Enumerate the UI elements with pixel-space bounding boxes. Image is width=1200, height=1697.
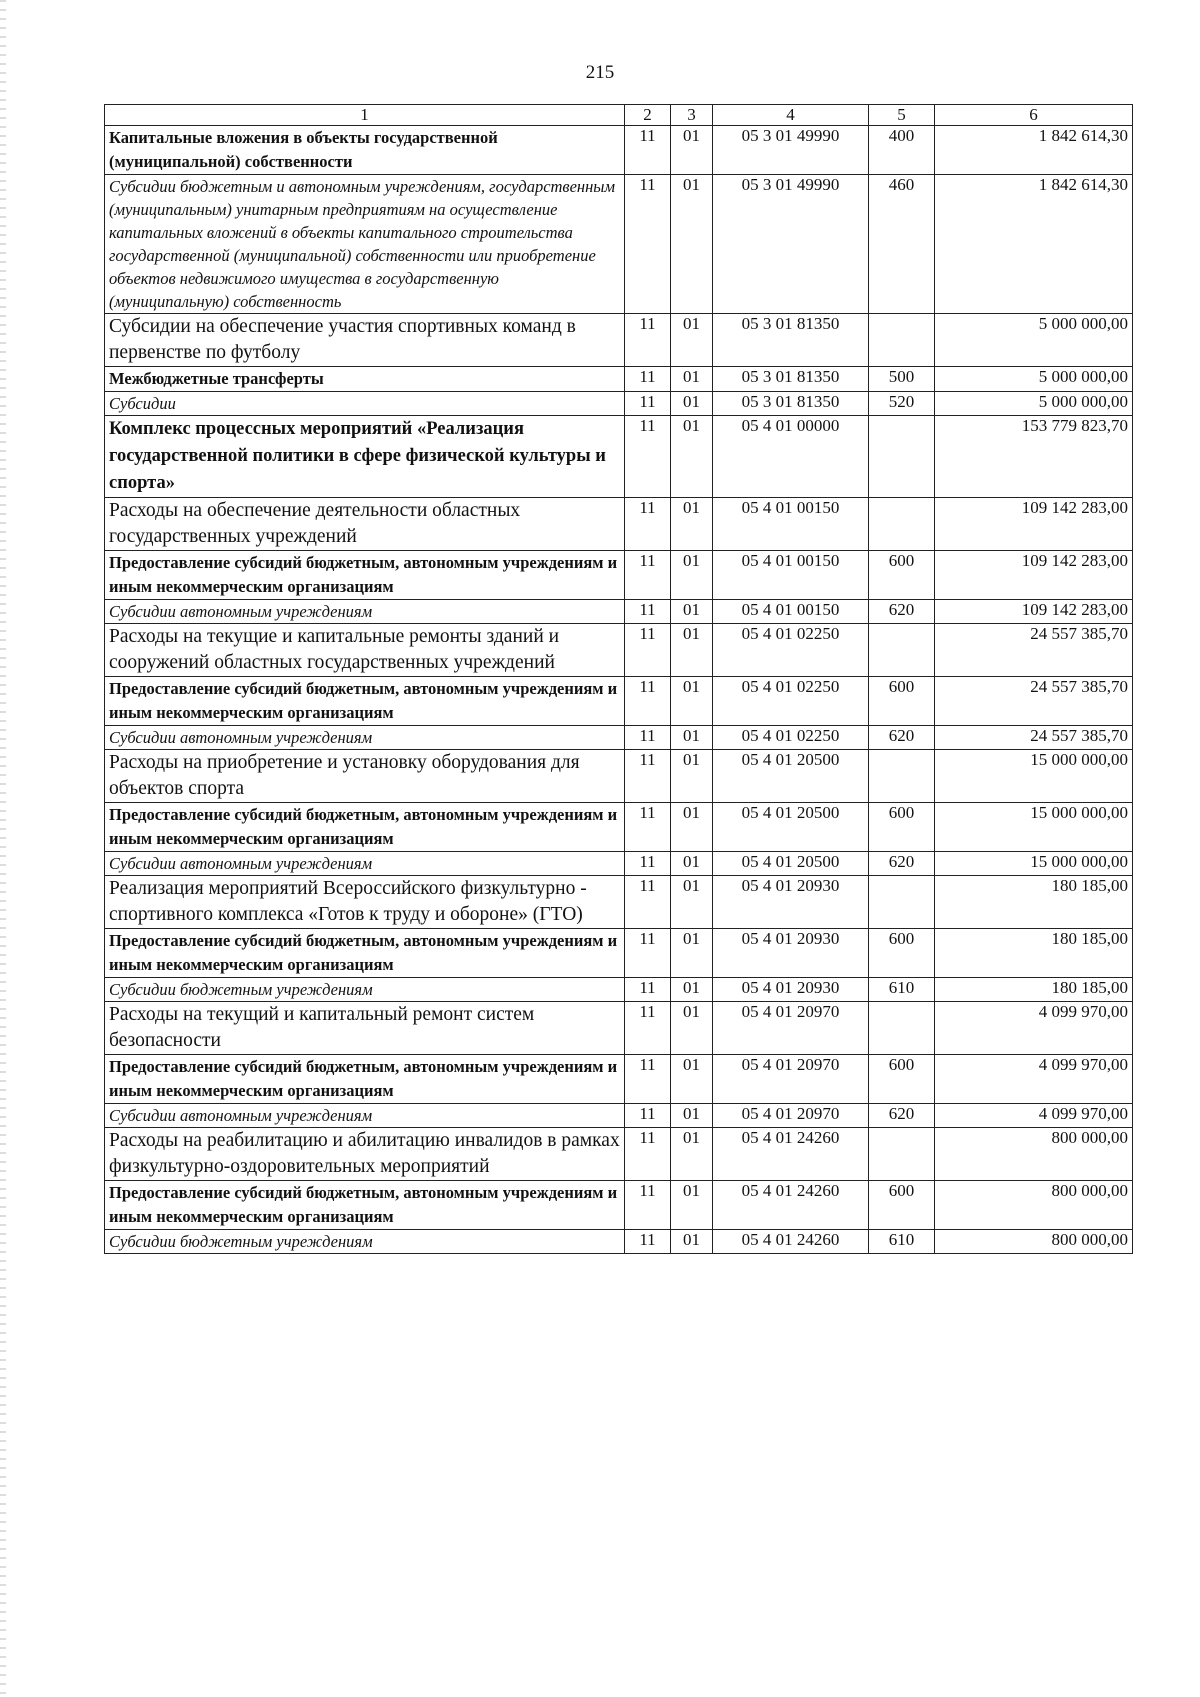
row-name-cell: Расходы на реабилитацию и абилитацию инвалидов в рамках физкультурно-оздоровительных мероприятий xyxy=(105,1128,625,1181)
target-article-cell: 05 4 01 20930 xyxy=(713,876,869,929)
subsection-code-cell: 01 xyxy=(671,1002,713,1055)
column-header: 5 xyxy=(869,105,935,126)
target-article-cell: 05 4 01 20970 xyxy=(713,1002,869,1055)
subsection-code-cell: 01 xyxy=(671,600,713,624)
row-name-cell: Комплекс процессных мероприятий «Реализация государственной политики в сфере физической культуры и спорта» xyxy=(105,416,625,498)
expense-type-cell xyxy=(869,314,935,367)
expense-type-cell: 600 xyxy=(869,551,935,600)
subsection-code-cell: 01 xyxy=(671,852,713,876)
amount-cell: 800 000,00 xyxy=(935,1181,1133,1230)
expense-type-cell: 600 xyxy=(869,1055,935,1104)
row-name-cell: Реализация мероприятий Всероссийского физкультурно - спортивного комплекса «Готов к труду и обороне» (ГТО) xyxy=(105,876,625,929)
page-number: 215 xyxy=(585,62,615,83)
subsection-code-cell: 01 xyxy=(671,726,713,750)
section-code-cell: 11 xyxy=(625,498,671,551)
target-article-cell: 05 4 01 00150 xyxy=(713,498,869,551)
section-code-cell: 11 xyxy=(625,624,671,677)
section-code-cell: 11 xyxy=(625,750,671,803)
expense-type-cell: 610 xyxy=(869,978,935,1002)
column-number-row xyxy=(105,105,1133,126)
table-row xyxy=(105,392,1133,416)
row-name-cell: Предоставление субсидий бюджетным, автономным учреждениям и иным некоммерческим организациям xyxy=(105,929,625,978)
amount-cell: 800 000,00 xyxy=(935,1128,1133,1181)
section-code-cell: 11 xyxy=(625,677,671,726)
expense-type-cell: 620 xyxy=(869,1104,935,1128)
subsection-code-cell: 01 xyxy=(671,1104,713,1128)
expense-type-cell: 600 xyxy=(869,803,935,852)
amount-cell: 15 000 000,00 xyxy=(935,750,1133,803)
target-article-cell: 05 4 01 24260 xyxy=(713,1181,869,1230)
row-name-cell: Субсидии бюджетным учреждениям xyxy=(105,978,625,1002)
section-code-cell: 11 xyxy=(625,367,671,392)
row-name-cell: Субсидии автономным учреждениям xyxy=(105,726,625,750)
section-code-cell: 11 xyxy=(625,1230,671,1254)
section-code-cell: 11 xyxy=(625,416,671,498)
amount-cell: 4 099 970,00 xyxy=(935,1104,1133,1128)
column-header: 2 xyxy=(625,105,671,126)
expense-type-cell xyxy=(869,1128,935,1181)
amount-cell: 5 000 000,00 xyxy=(935,392,1133,416)
table-row xyxy=(105,600,1133,624)
table-row xyxy=(105,929,1133,978)
target-article-cell: 05 4 01 02250 xyxy=(713,677,869,726)
expense-type-cell: 610 xyxy=(869,1230,935,1254)
target-article-cell: 05 4 01 20930 xyxy=(713,929,869,978)
table-row xyxy=(105,852,1133,876)
target-article-cell: 05 4 01 00150 xyxy=(713,600,869,624)
amount-cell: 15 000 000,00 xyxy=(935,803,1133,852)
subsection-code-cell: 01 xyxy=(671,750,713,803)
target-article-cell: 05 4 01 00000 xyxy=(713,416,869,498)
table-row xyxy=(105,1055,1133,1104)
table-row xyxy=(105,803,1133,852)
subsection-code-cell: 01 xyxy=(671,1181,713,1230)
subsection-code-cell: 01 xyxy=(671,498,713,551)
target-article-cell: 05 3 01 81350 xyxy=(713,392,869,416)
budget-table xyxy=(104,104,1133,1254)
target-article-cell: 05 4 01 24260 xyxy=(713,1230,869,1254)
expense-type-cell: 460 xyxy=(869,175,935,314)
row-name-cell: Субсидии на обеспечение участия спортивных команд в первенстве по футболу xyxy=(105,314,625,367)
section-code-cell: 11 xyxy=(625,175,671,314)
target-article-cell: 05 3 01 49990 xyxy=(713,175,869,314)
row-name-cell: Предоставление субсидий бюджетным, автономным учреждениям и иным некоммерческим организациям xyxy=(105,1055,625,1104)
section-code-cell: 11 xyxy=(625,1002,671,1055)
expense-type-cell xyxy=(869,876,935,929)
amount-cell: 24 557 385,70 xyxy=(935,726,1133,750)
target-article-cell: 05 3 01 81350 xyxy=(713,314,869,367)
column-header: 4 xyxy=(713,105,869,126)
section-code-cell: 11 xyxy=(625,392,671,416)
table-row xyxy=(105,876,1133,929)
row-name-cell: Расходы на приобретение и установку оборудования для объектов спорта xyxy=(105,750,625,803)
table-row xyxy=(105,624,1133,677)
row-name-cell: Межбюджетные трансферты xyxy=(105,367,625,392)
row-name-cell: Субсидии бюджетным учреждениям xyxy=(105,1230,625,1254)
table-row xyxy=(105,367,1133,392)
section-code-cell: 11 xyxy=(625,1055,671,1104)
expense-type-cell: 620 xyxy=(869,600,935,624)
subsection-code-cell: 01 xyxy=(671,929,713,978)
expense-type-cell xyxy=(869,1002,935,1055)
subsection-code-cell: 01 xyxy=(671,1128,713,1181)
target-article-cell: 05 4 01 20500 xyxy=(713,750,869,803)
expense-type-cell xyxy=(869,624,935,677)
expense-type-cell: 500 xyxy=(869,367,935,392)
target-article-cell: 05 4 01 24260 xyxy=(713,1128,869,1181)
amount-cell: 24 557 385,70 xyxy=(935,677,1133,726)
section-code-cell: 11 xyxy=(625,551,671,600)
amount-cell: 180 185,00 xyxy=(935,978,1133,1002)
table-row xyxy=(105,551,1133,600)
column-header: 6 xyxy=(935,105,1133,126)
subsection-code-cell: 01 xyxy=(671,876,713,929)
subsection-code-cell: 01 xyxy=(671,367,713,392)
table-row xyxy=(105,126,1133,175)
table-row xyxy=(105,175,1133,314)
subsection-code-cell: 01 xyxy=(671,978,713,1002)
expense-type-cell xyxy=(869,498,935,551)
amount-cell: 5 000 000,00 xyxy=(935,314,1133,367)
section-code-cell: 11 xyxy=(625,1181,671,1230)
subsection-code-cell: 01 xyxy=(671,1230,713,1254)
target-article-cell: 05 4 01 00150 xyxy=(713,551,869,600)
amount-cell: 1 842 614,30 xyxy=(935,126,1133,175)
section-code-cell: 11 xyxy=(625,314,671,367)
target-article-cell: 05 4 01 20500 xyxy=(713,852,869,876)
expense-type-cell: 620 xyxy=(869,852,935,876)
target-article-cell: 05 4 01 20930 xyxy=(713,978,869,1002)
table-row xyxy=(105,978,1133,1002)
expense-type-cell: 600 xyxy=(869,929,935,978)
row-name-cell: Расходы на текущий и капитальный ремонт систем безопасности xyxy=(105,1002,625,1055)
table-row xyxy=(105,1181,1133,1230)
subsection-code-cell: 01 xyxy=(671,624,713,677)
subsection-code-cell: 01 xyxy=(671,803,713,852)
target-article-cell: 05 4 01 20970 xyxy=(713,1055,869,1104)
row-name-cell: Предоставление субсидий бюджетным, автономным учреждениям и иным некоммерческим организациям xyxy=(105,677,625,726)
expense-type-cell: 400 xyxy=(869,126,935,175)
target-article-cell: 05 4 01 20500 xyxy=(713,803,869,852)
row-name-cell: Субсидии xyxy=(105,392,625,416)
row-name-cell: Предоставление субсидий бюджетным, автономным учреждениям и иным некоммерческим организациям xyxy=(105,551,625,600)
amount-cell: 180 185,00 xyxy=(935,876,1133,929)
expense-type-cell: 600 xyxy=(869,677,935,726)
amount-cell: 153 779 823,70 xyxy=(935,416,1133,498)
row-name-cell: Предоставление субсидий бюджетным, автономным учреждениям и иным некоммерческим организациям xyxy=(105,803,625,852)
table-row xyxy=(105,1128,1133,1181)
table-row xyxy=(105,726,1133,750)
section-code-cell: 11 xyxy=(625,600,671,624)
amount-cell: 5 000 000,00 xyxy=(935,367,1133,392)
section-code-cell: 11 xyxy=(625,1104,671,1128)
expense-type-cell xyxy=(869,416,935,498)
table-row xyxy=(105,498,1133,551)
subsection-code-cell: 01 xyxy=(671,175,713,314)
target-article-cell: 05 4 01 02250 xyxy=(713,624,869,677)
row-name-cell: Расходы на текущие и капитальные ремонты зданий и сооружений областных государственных учреждений xyxy=(105,624,625,677)
subsection-code-cell: 01 xyxy=(671,1055,713,1104)
amount-cell: 4 099 970,00 xyxy=(935,1055,1133,1104)
table-row xyxy=(105,1230,1133,1254)
target-article-cell: 05 4 01 20970 xyxy=(713,1104,869,1128)
section-code-cell: 11 xyxy=(625,929,671,978)
amount-cell: 109 142 283,00 xyxy=(935,600,1133,624)
row-name-cell: Капитальные вложения в объекты государственной (муниципальной) собственности xyxy=(105,126,625,175)
amount-cell: 180 185,00 xyxy=(935,929,1133,978)
row-name-cell: Расходы на обеспечение деятельности областных государственных учреждений xyxy=(105,498,625,551)
target-article-cell: 05 3 01 49990 xyxy=(713,126,869,175)
section-code-cell: 11 xyxy=(625,876,671,929)
expense-type-cell: 600 xyxy=(869,1181,935,1230)
row-name-cell: Предоставление субсидий бюджетным, автономным учреждениям и иным некоммерческим организациям xyxy=(105,1181,625,1230)
section-code-cell: 11 xyxy=(625,852,671,876)
row-name-cell: Субсидии автономным учреждениям xyxy=(105,852,625,876)
column-header: 1 xyxy=(105,105,625,126)
amount-cell: 800 000,00 xyxy=(935,1230,1133,1254)
target-article-cell: 05 3 01 81350 xyxy=(713,367,869,392)
row-name-cell: Субсидии автономным учреждениям xyxy=(105,1104,625,1128)
table-row xyxy=(105,314,1133,367)
subsection-code-cell: 01 xyxy=(671,392,713,416)
column-header: 3 xyxy=(671,105,713,126)
section-code-cell: 11 xyxy=(625,126,671,175)
subsection-code-cell: 01 xyxy=(671,677,713,726)
target-article-cell: 05 4 01 02250 xyxy=(713,726,869,750)
row-name-cell: Субсидии автономным учреждениям xyxy=(105,600,625,624)
table-row xyxy=(105,416,1133,498)
table-row xyxy=(105,1104,1133,1128)
subsection-code-cell: 01 xyxy=(671,314,713,367)
expense-type-cell: 520 xyxy=(869,392,935,416)
section-code-cell: 11 xyxy=(625,803,671,852)
table-row xyxy=(105,1002,1133,1055)
section-code-cell: 11 xyxy=(625,726,671,750)
subsection-code-cell: 01 xyxy=(671,126,713,175)
amount-cell: 4 099 970,00 xyxy=(935,1002,1133,1055)
amount-cell: 109 142 283,00 xyxy=(935,498,1133,551)
expense-type-cell xyxy=(869,750,935,803)
subsection-code-cell: 01 xyxy=(671,551,713,600)
section-code-cell: 11 xyxy=(625,1128,671,1181)
table-row xyxy=(105,750,1133,803)
scan-edge-marks xyxy=(0,0,6,1697)
amount-cell: 109 142 283,00 xyxy=(935,551,1133,600)
section-code-cell: 11 xyxy=(625,978,671,1002)
row-name-cell: Субсидии бюджетным и автономным учреждениям, государственным (муниципальным) унитарным предприятиям на осуществление капитальных вложений в объекты капитального строительства государственной (муниципальной) собственности или приобретение объектов недвижимого имущества в государственную (муниципальную) собственность xyxy=(105,175,625,314)
table-row xyxy=(105,677,1133,726)
amount-cell: 24 557 385,70 xyxy=(935,624,1133,677)
expense-type-cell: 620 xyxy=(869,726,935,750)
amount-cell: 1 842 614,30 xyxy=(935,175,1133,314)
amount-cell: 15 000 000,00 xyxy=(935,852,1133,876)
subsection-code-cell: 01 xyxy=(671,416,713,498)
